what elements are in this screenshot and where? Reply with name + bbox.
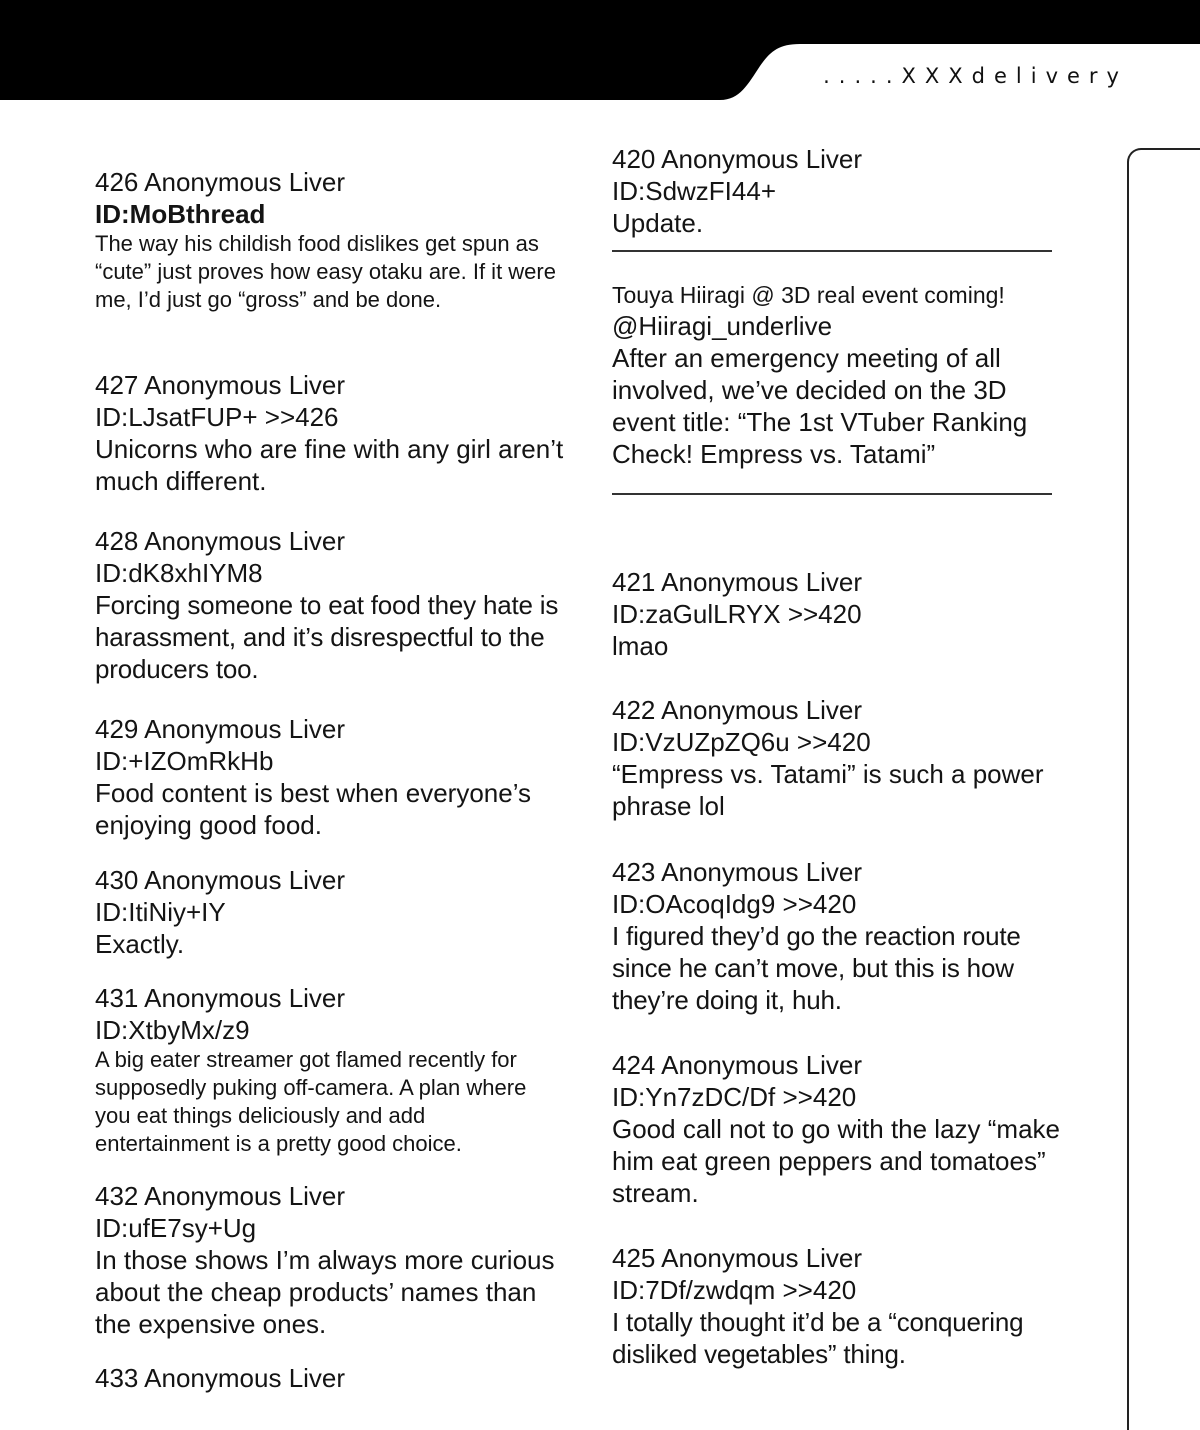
post-body: In those shows I’m always more curious about the cheap products’ names than the expensive ones. bbox=[95, 1245, 555, 1339]
post-id: ID:7Df/zwdqm >>420 bbox=[612, 1275, 857, 1305]
post-body: Forcing someone to eat food they hate is harassment, and it’s disrespectful to the producers too. bbox=[95, 590, 559, 684]
tweet-body: After an emergency meeting of all involved, we’ve decided on the 3D event title: “The 1st VTuber Ranking Check! Empress vs. Tatami” bbox=[612, 343, 1028, 469]
thread-post-431 bbox=[95, 982, 565, 1158]
post-header: 432 Anonymous Liver bbox=[95, 1181, 346, 1211]
post-id: ID:SdwzFI44+ bbox=[612, 176, 777, 206]
quoted-tweet bbox=[612, 280, 1052, 470]
post-body: Exactly. bbox=[95, 929, 185, 959]
post-body: Good call not to go with the lazy “make him eat green peppers and tomatoes” stream. bbox=[612, 1114, 1061, 1208]
thread-post-424 bbox=[612, 1049, 1082, 1209]
post-header: 421 Anonymous Liver bbox=[612, 567, 863, 597]
post-header: 429 Anonymous Liver bbox=[95, 714, 346, 744]
thread-post-421 bbox=[612, 566, 1082, 662]
post-id: ID:dK8xhIYM8 bbox=[95, 558, 263, 588]
post-id: ID:VzUZpZQ6u >>420 bbox=[612, 727, 871, 757]
thread-post-422 bbox=[612, 694, 1082, 822]
post-header: 433 Anonymous Liver bbox=[95, 1363, 346, 1393]
post-body: “Empress vs. Tatami” is such a power phrase lol bbox=[612, 759, 1044, 821]
post-header: 427 Anonymous Liver bbox=[95, 370, 346, 400]
post-id: ID:+IZOmRkHb bbox=[95, 746, 274, 776]
post-header: 420 Anonymous Liver bbox=[612, 144, 863, 174]
post-id: ID:ItiNiy+IY bbox=[95, 897, 226, 927]
thread-post-420 bbox=[612, 143, 1082, 239]
post-header: 430 Anonymous Liver bbox=[95, 865, 346, 895]
post-header: 428 Anonymous Liver bbox=[95, 526, 346, 556]
post-id: ID:XtbyMx/z9 bbox=[95, 1015, 250, 1045]
post-header: 423 Anonymous Liver bbox=[612, 857, 863, 887]
post-body: A big eater streamer got flamed recently for supposedly puking off-camera. A plan where you eat things deliciously and add entertainment is a pretty good choice. bbox=[95, 1047, 527, 1156]
thread-post-430 bbox=[95, 864, 565, 960]
post-body: I totally thought it’d be a “conquering disliked vegetables” thing. bbox=[612, 1307, 1024, 1369]
tweet-handle: @Hiiragi_underlive bbox=[612, 311, 833, 341]
post-body: Unicorns who are fine with any girl aren’t much different. bbox=[95, 434, 564, 496]
thread-post-428 bbox=[95, 525, 565, 685]
thread-post-429 bbox=[95, 713, 565, 841]
post-header: 431 Anonymous Liver bbox=[95, 983, 346, 1013]
post-header: 424 Anonymous Liver bbox=[612, 1050, 863, 1080]
post-header: 426 Anonymous Liver bbox=[95, 167, 346, 197]
post-header: 422 Anonymous Liver bbox=[612, 695, 863, 725]
tweet-author: Touya Hiiragi @ 3D real event coming! bbox=[612, 282, 1005, 308]
post-id: ID:MoBthread bbox=[95, 199, 266, 229]
post-body: The way his childish food dislikes get spun as “cute” just proves how easy otaku are. If it were me, I’d just go “gross” and be done. bbox=[95, 231, 556, 312]
post-id: ID:Yn7zDC/Df >>420 bbox=[612, 1082, 857, 1112]
thread-post-426 bbox=[95, 166, 565, 314]
post-id: ID:OAcoqIdg9 >>420 bbox=[612, 889, 857, 919]
post-body: Food content is best when everyone’s enjoying good food. bbox=[95, 778, 532, 840]
post-id: ID:LJsatFUP+ >>426 bbox=[95, 402, 339, 432]
page-edge-frame bbox=[1127, 148, 1200, 1430]
thread-post-433 bbox=[95, 1362, 565, 1394]
post-body: lmao bbox=[612, 631, 669, 661]
thread-post-432 bbox=[95, 1180, 565, 1340]
post-body: Update. bbox=[612, 208, 704, 238]
quote-divider-bottom bbox=[612, 493, 1052, 495]
brand-label: .....XXXdelivery bbox=[823, 64, 1128, 88]
post-body: I figured they’d go the reaction route since he can’t move, but this is how they’re doing it, huh. bbox=[612, 921, 1021, 1015]
thread-post-427 bbox=[95, 369, 565, 497]
quote-divider-top bbox=[612, 250, 1052, 252]
thread-post-423 bbox=[612, 856, 1082, 1016]
post-header: 425 Anonymous Liver bbox=[612, 1243, 863, 1273]
thread-post-425 bbox=[612, 1242, 1082, 1370]
post-id: ID:zaGulLRYX >>420 bbox=[612, 599, 862, 629]
post-id: ID:ufE7sy+Ug bbox=[95, 1213, 257, 1243]
